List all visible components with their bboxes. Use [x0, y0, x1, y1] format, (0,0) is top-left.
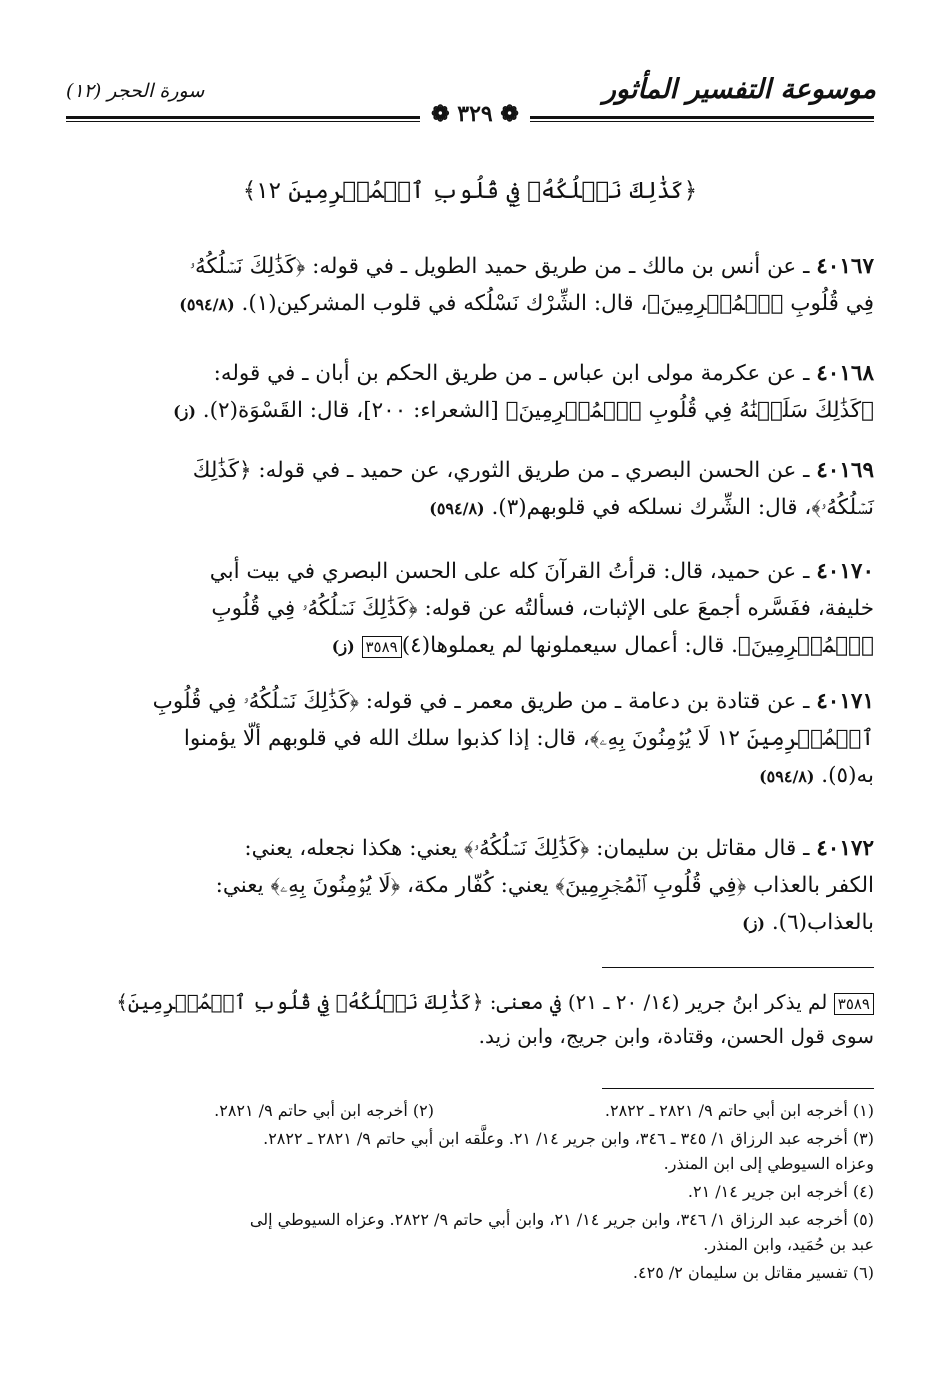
- commentary-block: [66, 985, 874, 1053]
- book-title: موسوعة التفسير المأثور: [602, 74, 876, 105]
- verse-heading: ﴿كَذَٰلِكَ نَسۡلُكُهُۥ فِي قُلُوبِ ٱلۡمُجۡرِمِينَ ١٢﴾: [242, 178, 698, 204]
- entry-text: فِي قُلُوبِ ٱلۡمُجۡرِمِينَ﴾، قال: الشِّرْك نَسْلُكه في قلوب المشركين(١).: [241, 291, 874, 316]
- footnote-5-cont: عبد بن حُمَيد، وابن المنذر.: [703, 1235, 874, 1254]
- hadith-entry: [66, 355, 874, 430]
- entry-number: ٤٠١٧٢: [816, 836, 874, 861]
- hadith-entry: [66, 553, 874, 665]
- source-reference: (٥٩٤/٨): [179, 295, 235, 314]
- page-number: ❁ ٣٢٩ ❁: [420, 101, 530, 127]
- source-reference: (٥٩٤/٨): [759, 767, 815, 786]
- hadith-entry: [66, 830, 874, 942]
- entry-number: ٤٠١٦٨: [816, 361, 874, 386]
- footnote-1: (١) أخرجه ابن أبي حاتم ٩/ ٢٨٢١ ـ ٢٨٢٢.: [604, 1101, 874, 1120]
- source-reference: (ز): [173, 402, 196, 421]
- entry-text: ـ عن حميد، قال: قرأتُ القرآنَ كله على الحسن البصري في بيت أبي: [209, 559, 810, 584]
- entry-text: ٱلۡمُجۡرِمِينَ﴾. قال: أعمال سيعملونها لم يعملوها(٤): [401, 633, 874, 658]
- footnote-rule: [602, 1088, 874, 1089]
- entry-text: ﴿كَذَٰلِكَ سَلَكۡنَٰهُ فِي قُلُوبِ ٱلۡمُجۡرِمِينَ﴾ [الشعراء: ٢٠٠]، قال: القَسْوَة(٢).: [202, 398, 874, 423]
- entry-text: ـ قال مقاتل بن سليمان: ﴿كَذَٰلِكَ نَسۡلُكُهُۥ﴾ يعني: هكذا نجعله، يعني:: [244, 836, 810, 861]
- source-reference: (٥٩٤/٨): [429, 499, 485, 518]
- footnote-6: (٦) تفسير مقاتل بن سليمان ٢/ ٤٢٥.: [632, 1263, 874, 1282]
- entry-number: ٤٠١٧١: [816, 689, 874, 714]
- source-reference: (ز): [742, 914, 765, 933]
- hadith-entry: [66, 248, 874, 323]
- entry-text: الكفر بالعذاب ﴿فِي قُلُوبِ ٱلۡمُجۡرِمِينَ﴾ يعني: كُفّار مكة، ﴿لَا يُؤۡمِنُونَ بِهِۦ﴾ يعني:: [215, 873, 874, 898]
- commentary-ref-box[interactable]: ٣٥٨٩: [362, 636, 402, 658]
- entry-text: بالعذاب(٦).: [771, 910, 874, 935]
- entry-number: ٤٠١٦٧: [816, 254, 874, 279]
- entry-text: ـ عن عكرمة مولى ابن عباس ـ من طريق الحكم بن أبان ـ في قوله:: [213, 361, 810, 386]
- footnote-3-cont: وعزاه السيوطي إلى ابن المنذر.: [663, 1154, 874, 1173]
- entry-text: ـ عن قتادة بن دعامة ـ من طريق معمر ـ في قوله: ﴿كَذَٰلِكَ نَسۡلُكُهُۥ فِي قُلُوبِ: [152, 689, 810, 714]
- commentary-rule: [602, 967, 874, 968]
- hadith-entry: [66, 683, 874, 795]
- commentary-number-box: ٣٥٨٩: [834, 993, 874, 1015]
- hadith-entry: [66, 452, 874, 527]
- entry-text: نَسۡلُكُهُۥ﴾، قال: الشِّرك نسلكه في قلوبهم(٣).: [491, 495, 874, 520]
- commentary-text: سوى قول الحسن، وقتادة، وابن جريج، وابن زيد.: [478, 1024, 874, 1048]
- entry-number: ٤٠١٦٩: [816, 458, 874, 483]
- footnotes: [66, 1098, 874, 1285]
- entry-number: ٤٠١٧٠: [816, 559, 874, 584]
- footnote-4: (٤) أخرجه ابن جرير ١٤/ ٢١.: [687, 1182, 874, 1201]
- footnote-2: (٢) أخرجه ابن أبي حاتم ٩/ ٢٨٢١.: [214, 1101, 434, 1120]
- entry-text: خليفة، ففَسَّره أجمعَ على الإثبات، فسألتُه عن قوله: ﴿كَذَٰلِكَ نَسۡلُكُهُۥ فِي قُلُوبِ: [211, 596, 874, 621]
- entry-text: ـ عن أنس بن مالك ـ من طريق حميد الطويل ـ في قوله: ﴿كَذَٰلِكَ نَسۡلُكُهُۥ: [189, 254, 810, 279]
- entry-text: ـ عن الحسن البصري ـ من طريق الثوري، عن حميد ـ في قوله: ﴿كَذَٰلِكَ: [192, 458, 810, 483]
- surah-label: سورة الحجر (١٢): [66, 80, 205, 102]
- entry-text: به(٥).: [821, 763, 874, 788]
- footnote-5: (٥) أخرجه عبد الرزاق ١/ ٣٤٦، وابن جرير ١٤/ ٢١، وابن أبي حاتم ٩/ ٢٨٢٢. وعزاه السيوطي إلى: [249, 1210, 874, 1229]
- footnote-3: (٣) أخرجه عبد الرزاق ١/ ٣٤٥ ـ ٣٤٦، وابن جرير ١٤/ ٢١. وعلَّقه ابن أبي حاتم ٩/ ٢٨٢١ ـ ٢٨٢٢.: [263, 1129, 874, 1148]
- commentary-text: لم يذكر ابنُ جرير (١٤/ ٢٠ ـ ٢١) في معنى: ﴿كَذَٰلِكَ نَسۡلُكُهُۥ فِي قُلُوبِ ٱلۡمُجۡرِمِينَ﴾: [116, 990, 828, 1014]
- entry-text: ٱلۡمُجۡرِمِينَ ١٢ لَا يُؤۡمِنُونَ بِهِۦ﴾، قال: إذا كذبوا سلك الله في قلوبهم ألّا يؤمنوا: [183, 726, 874, 751]
- source-reference: (ز): [331, 637, 355, 656]
